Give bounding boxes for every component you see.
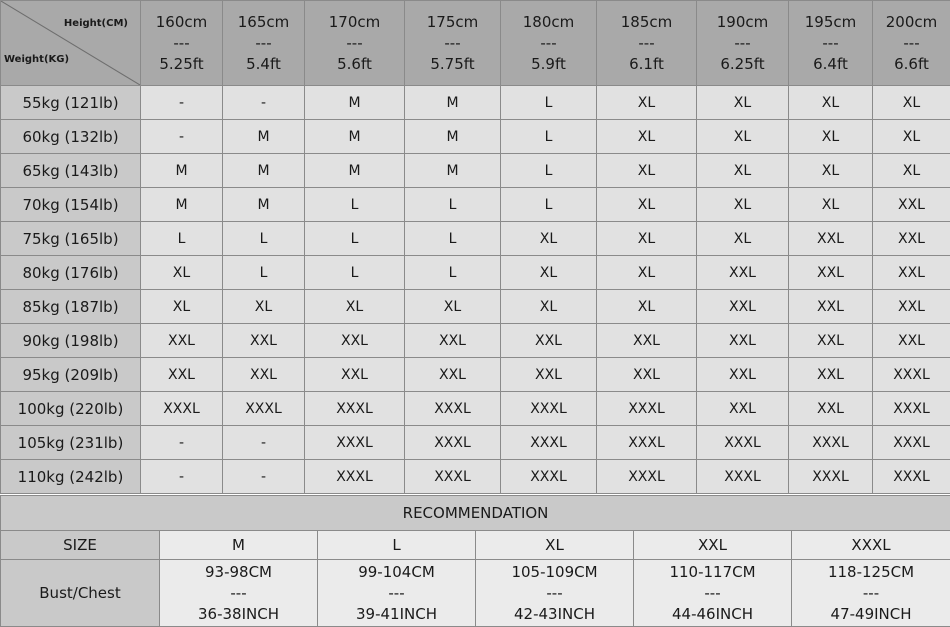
height-cm: 200cm [885,12,938,31]
bust-cm: 110-117CM [669,562,756,581]
size-cell: XXL [697,290,789,324]
size-cell: XXL [789,290,873,324]
weight-axis-label: Weight(KG) [4,54,70,65]
size-cell: M [405,154,501,188]
bust-separator: --- [230,583,247,602]
size-cell: L [223,256,305,290]
bust-separator: --- [388,583,405,602]
table-row [1,86,950,120]
size-cell: XXXL [141,392,223,426]
size-cell: L [305,256,405,290]
table-row [1,426,950,460]
size-cell: XXL [141,324,223,358]
weight-label: 80kg (176lb) [1,256,141,290]
height-cm: 185cm [620,12,673,31]
bust-cm: 105-109CM [511,562,598,581]
bust-inch: 47-49INCH [830,604,912,623]
size-cell: XXXL [405,392,501,426]
size-cell: XXL [501,358,597,392]
height-column-header [405,1,501,86]
height-cm: 180cm [522,12,575,31]
size-cell: XL [789,86,873,120]
bust-separator: --- [862,583,880,602]
diagonal-divider [1,1,140,85]
size-cell: XXXL [223,392,305,426]
size-cell: L [501,154,597,188]
size-cell: XL [501,222,597,256]
recommended-size: XL [476,531,634,560]
size-cell: M [141,154,223,188]
size-cell: XXL [697,256,789,290]
size-cell: L [223,222,305,256]
height-separator: --- [540,33,557,52]
size-cell: L [141,222,223,256]
size-cell: XXXL [697,426,789,460]
size-cell: M [305,154,405,188]
size-cell: - [141,86,223,120]
height-ft: 6.4ft [813,54,848,73]
recommended-size: M [160,531,318,560]
bust-measurement [160,560,318,627]
size-cell: XL [597,188,697,222]
height-ft: 6.25ft [720,54,765,73]
height-separator: --- [255,33,272,52]
bust-cm: 93-98CM [204,562,272,581]
recommendation-title-row [1,496,950,531]
weight-label: 60kg (132lb) [1,120,141,154]
size-cell: M [405,120,501,154]
height-cm: 190cm [716,12,769,31]
bust-inch: 44-46INCH [672,604,753,623]
size-cell: - [223,426,305,460]
table-row [1,460,950,494]
height-ft: 5.75ft [430,54,475,73]
weight-label: 110kg (242lb) [1,460,141,494]
size-cell: XL [697,188,789,222]
weight-label: 100kg (220lb) [1,392,141,426]
size-label: SIZE [1,531,160,560]
size-cell: XXXL [873,426,950,460]
size-cell: XXL [789,392,873,426]
height-column-header [305,1,405,86]
height-column-header [141,1,223,86]
size-cell: XXXL [501,392,597,426]
weight-label: 90kg (198lb) [1,324,141,358]
height-column-header [223,1,305,86]
bust-separator: --- [704,583,721,602]
height-ft: 5.9ft [531,54,566,73]
size-cell: M [223,188,305,222]
size-cell: XL [597,256,697,290]
size-cell: M [141,188,223,222]
weight-label: 85kg (187lb) [1,290,141,324]
size-cell: XL [697,222,789,256]
size-cell: XXL [789,324,873,358]
bust-measurement [476,560,634,627]
size-cell: XL [789,188,873,222]
size-cell: XXL [223,324,305,358]
size-cell: - [141,460,223,494]
size-cell: - [141,426,223,460]
size-cell: - [223,460,305,494]
table-row [1,222,950,256]
bust-chest-label: Bust/Chest [1,560,160,627]
height-cm: 175cm [426,12,479,31]
table-row [1,290,950,324]
size-cell: XXL [697,358,789,392]
height-column-header [873,1,950,86]
size-cell: XXXL [501,460,597,494]
height-ft: 6.6ft [894,54,929,73]
height-ft: 6.1ft [629,54,664,73]
recommendation-title: RECOMMENDATION [1,496,950,531]
height-separator: --- [903,33,920,52]
size-cell: XL [873,120,950,154]
size-cell: XXXL [789,426,873,460]
table-row [1,188,950,222]
table-row [1,154,950,188]
size-cell: M [305,86,405,120]
height-column-header [789,1,873,86]
size-cell: - [223,86,305,120]
recommendation-bust-row [1,560,950,627]
height-separator: --- [346,33,363,52]
recommendation-table [0,495,950,627]
size-cell: L [501,86,597,120]
height-separator: --- [734,33,751,52]
size-cell: XXXL [873,392,950,426]
size-cell: L [501,120,597,154]
size-cell: XXL [873,188,950,222]
size-cell: XXL [305,358,405,392]
bust-measurement [792,560,950,627]
size-cell: XXL [697,392,789,426]
weight-label: 65kg (143lb) [1,154,141,188]
size-cell: XXL [789,358,873,392]
size-cell: XL [873,86,950,120]
size-cell: XL [697,120,789,154]
height-cm: 195cm [804,12,857,31]
recommended-size: XXL [634,531,792,560]
size-cell: XXXL [405,460,501,494]
size-cell: XXXL [305,426,405,460]
size-cell: XXL [597,324,697,358]
header-row [1,1,950,86]
table-row [1,324,950,358]
table-row [1,358,950,392]
size-cell: XXL [405,358,501,392]
size-cell: XL [501,290,597,324]
bust-cm: 99-104CM [358,562,435,581]
size-cell: XL [141,256,223,290]
weight-label: 105kg (231lb) [1,426,141,460]
weight-label: 55kg (121lb) [1,86,141,120]
table-row [1,120,950,154]
size-cell: L [405,256,501,290]
height-separator: --- [444,33,461,52]
weight-label: 70kg (154lb) [1,188,141,222]
size-cell: XL [141,290,223,324]
size-cell: - [141,120,223,154]
size-cell: L [405,188,501,222]
size-cell: XXXL [597,392,697,426]
size-cell: XL [501,256,597,290]
size-cell: XXL [789,256,873,290]
table-row [1,392,950,426]
size-cell: XXXL [697,460,789,494]
size-cell: XL [873,154,950,188]
size-cell: L [305,222,405,256]
weight-label: 75kg (165lb) [1,222,141,256]
corner-cell [1,1,141,86]
size-cell: XXXL [597,426,697,460]
size-cell: XXL [501,324,597,358]
bust-inch: 36-38INCH [198,604,279,623]
height-ft: 5.25ft [159,54,204,73]
size-cell: XL [597,120,697,154]
height-ft: 5.6ft [337,54,372,73]
size-cell: XXL [597,358,697,392]
height-cm: 160cm [155,12,208,31]
height-separator: --- [822,33,839,52]
size-cell: L [405,222,501,256]
size-cell: XXL [305,324,405,358]
size-cell: XL [597,86,697,120]
recommended-size: XXXL [792,531,950,560]
size-cell: L [305,188,405,222]
height-axis-label: Height(CM) [63,18,128,29]
size-cell: XXL [873,290,950,324]
height-column-header [501,1,597,86]
size-cell: XL [405,290,501,324]
size-cell: XL [597,154,697,188]
bust-cm: 118-125CM [827,562,915,581]
bust-inch: 42-43INCH [514,604,595,623]
height-column-header [597,1,697,86]
bust-inch: 39-41INCH [356,604,437,623]
size-cell: XXL [697,324,789,358]
size-cell: L [501,188,597,222]
size-cell: XL [223,290,305,324]
size-cell: XL [305,290,405,324]
size-cell: XXXL [873,358,950,392]
recommended-size: L [318,531,476,560]
size-cell: XL [789,120,873,154]
bust-separator: --- [546,583,563,602]
size-cell: XXL [873,256,950,290]
size-cell: XXXL [873,460,950,494]
size-cell: XL [789,154,873,188]
size-cell: M [405,86,501,120]
table-row [1,256,950,290]
size-cell: XXL [405,324,501,358]
size-cell: XXXL [305,392,405,426]
bust-measurement [318,560,476,627]
size-cell: M [305,120,405,154]
size-cell: XXL [789,222,873,256]
size-cell: XL [597,222,697,256]
size-cell: XXXL [405,426,501,460]
size-cell: XXXL [305,460,405,494]
size-cell: XXL [141,358,223,392]
size-cell: XL [697,154,789,188]
size-cell: M [223,154,305,188]
weight-label: 95kg (209lb) [1,358,141,392]
height-cm: 170cm [328,12,381,31]
size-cell: M [223,120,305,154]
bust-measurement [634,560,792,627]
size-cell: XL [697,86,789,120]
height-separator: --- [173,33,190,52]
size-cell: XXXL [789,460,873,494]
size-cell: XL [597,290,697,324]
size-cell: XXL [873,324,950,358]
height-column-header [697,1,789,86]
size-cell: XXXL [597,460,697,494]
size-cell: XXL [223,358,305,392]
recommendation-size-row [1,531,950,560]
size-cell: XXXL [501,426,597,460]
size-chart-body [1,86,950,494]
height-ft: 5.4ft [246,54,281,73]
size-cell: XXL [873,222,950,256]
height-cm: 165cm [237,12,290,31]
height-separator: --- [638,33,655,52]
